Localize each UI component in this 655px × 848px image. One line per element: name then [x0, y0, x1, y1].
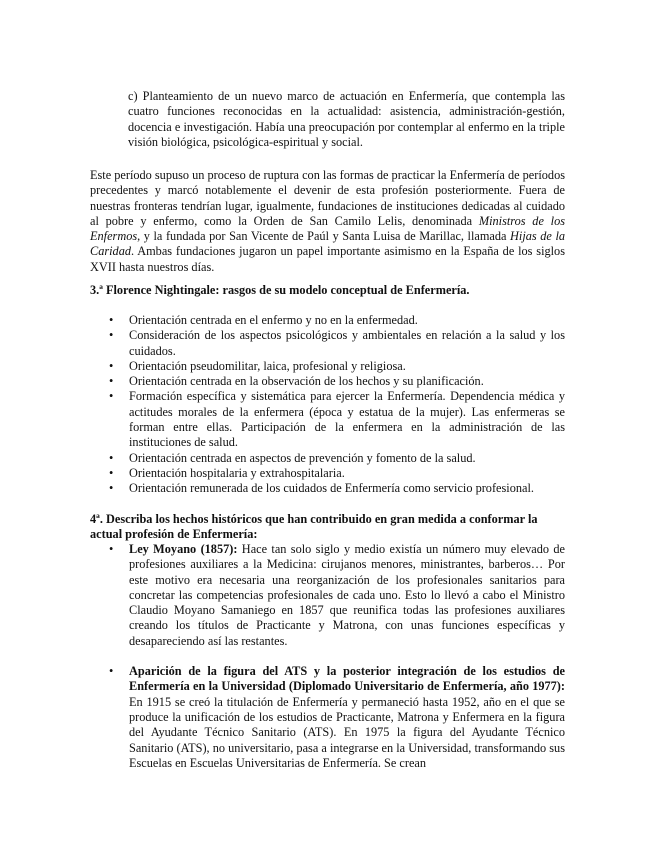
paragraph-italic-1: Ministros de los Enfermos	[90, 213, 565, 244]
list-item	[109, 542, 565, 649]
list-item: • Orientación centrada en la observación de los hechos y su planificación.	[109, 374, 484, 389]
historical-events-list	[109, 542, 565, 771]
list-item	[109, 664, 565, 771]
list-item: • Orientación hospitalaria y extrahospitalaria.	[109, 465, 345, 480]
bullet-icon: •	[109, 358, 114, 373]
bullet-icon: •	[109, 481, 114, 496]
item-term: Aparición de la figura del ATS y la posterior integración de los estudios de Enfermería en la Universidad (Diplomado Universitario de Enfermería, año 1977):	[129, 664, 565, 694]
section-3-heading: 3.ª Florence Nightingale: rasgos de su modelo conceptual de Enfermería.	[90, 283, 470, 297]
item-text: Hace tan solo siglo y medio existía un número muy elevado de profesiones auxiliares a la Medicina: cirujanos menores, ministrantes, barberos… Por este motivo era necesaria una reorganización de los profesionales sanitarios para concretar las competencias profesionales de cada uno. Esto lo llevó a cabo el Ministro Claudio Moyano Samaniego en 1857 que reunifica todas las profesiones auxiliares creando los títulos de Practicante y Matrona, con unas funciones específicas y desapareciendo así las restantes.	[129, 542, 565, 648]
list-item: • Formación específica y sistemática para ejercer la Enfermería. Dependencia médica y actitudes morales de la enfermera (época y estatua de la mujer). Las enfermeras se forman entre ellas. Participación de la enfermera en la administración de las instituciones de salud.	[109, 389, 565, 450]
intro-item-c: c) Planteamiento de un nuevo marco de actuación en Enfermería, que contempla las cuatro funciones reconocidas en la actualidad: asistencia, administración-gestión, docencia e investigación. Había una preocupación por contemplar al enfermo en la triple visión biológica, psicológica-espiritual y social.	[128, 89, 565, 149]
item-term: Ley Moyano (1857):	[129, 542, 238, 556]
nightingale-list	[109, 313, 565, 497]
bullet-icon: •	[109, 374, 114, 389]
list-item: • Orientación centrada en el enfermo y no en la enfermedad.	[109, 313, 418, 327]
list-item: • Orientación centrada en aspectos de prevención y fomento de la salud.	[109, 450, 476, 465]
list-item: • Orientación pseudomilitar, laica, profesional y religiosa.	[109, 358, 406, 373]
history-paragraph	[90, 168, 565, 275]
bullet-icon: •	[109, 542, 114, 556]
bullet-icon: •	[109, 389, 114, 404]
paragraph-text-2: , y la fundada por San Vicente de Paúl y Santa Luisa de Marillac, llamada	[137, 229, 511, 244]
paragraph-text-1: Este período supuso un proceso de ruptura con las formas de practicar la Enfermería de períodos precedentes y marcó notablemente el devenir de esta profesión posteriormente. Fuera de nuestras fronteras tendrían lugar, igualmente, fundaciones de instituciones dedicadas al cuidado al pobre y enfermo, como la Orden de San Camilo Lelis, denominada	[90, 168, 565, 228]
bullet-icon: •	[109, 313, 114, 327]
paragraph-text-3: . Ambas fundaciones jugaron un papel importante asimismo en la España de los siglos XVII hasta nuestros días.	[90, 244, 565, 274]
bullet-icon: •	[109, 450, 114, 465]
list-item: • Consideración de los aspectos psicológicos y ambientales en relación a la salud y los cuidados.	[109, 328, 565, 358]
bullet-icon: •	[109, 328, 114, 343]
item-text: En 1915 se creó la titulación de Enfermería y permaneció hasta 1952, año en el que se produce la unificación de los estudios de Practicante, Matrona y Enfermera en la figura del Ayudante Técnico Sanitario (ATS). En 1975 la figura del Ayudante Técnico Sanitario (ATS), no universitario, pasa a integrarse en la Universidad, transformando sus Escuelas en Escuelas Universitarias de Enfermería. Se crean	[129, 694, 565, 770]
list-item: • Orientación remunerada de los cuidados de Enfermería como servicio profesional.	[109, 481, 534, 496]
bullet-icon: •	[109, 664, 114, 679]
section-4-heading: 4ª. Describa los hechos históricos que han contribuido en gran medida a conformar la actual profesión de Enfermería:	[90, 512, 538, 542]
paragraph-italic-2: Hijas de la Caridad	[90, 229, 566, 259]
bullet-icon: •	[109, 465, 114, 480]
